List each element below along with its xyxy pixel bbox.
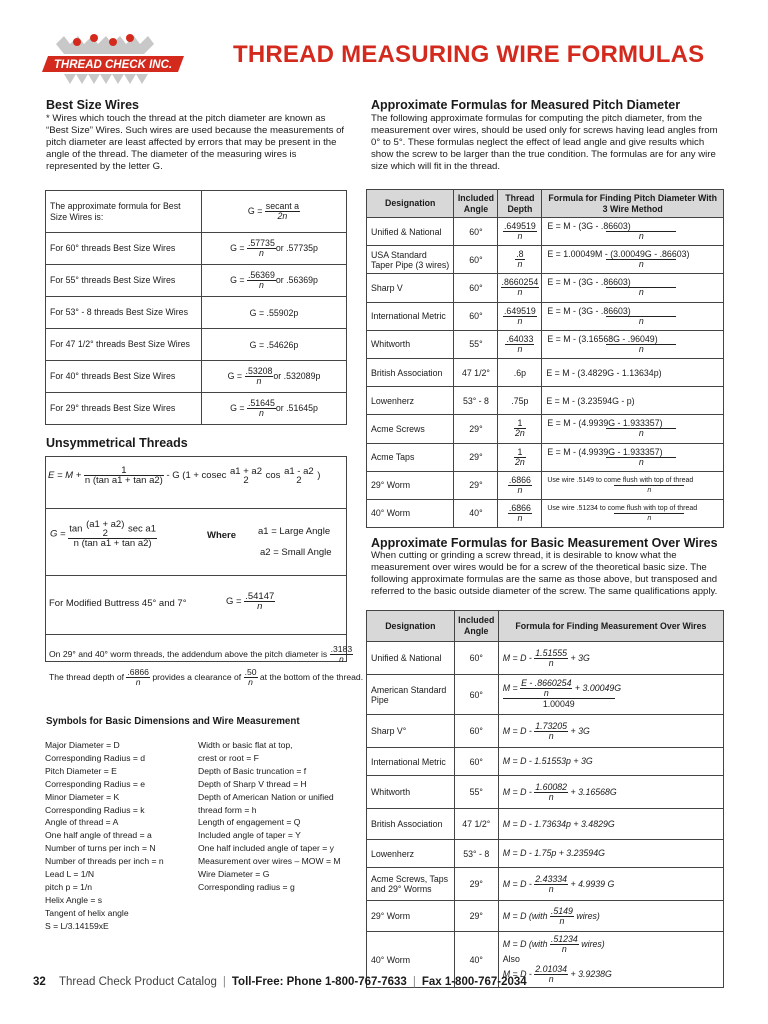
pitch-formula bbox=[542, 330, 724, 358]
pitch-formula bbox=[542, 415, 724, 443]
pitch-column-header: Included Angle bbox=[454, 190, 498, 218]
included-angle: 55° bbox=[454, 330, 498, 358]
thread-depth bbox=[498, 218, 542, 246]
designation: International Metric bbox=[367, 302, 454, 330]
best-size-formula: G = $\frac{.56369}{n}$ or .56369p bbox=[202, 265, 347, 297]
best-size-heading: Best Size Wires bbox=[46, 98, 139, 112]
best-size-formula: G = .54626p bbox=[202, 329, 347, 361]
pitch-row bbox=[367, 499, 724, 527]
basic-row bbox=[367, 675, 724, 715]
pitch-row bbox=[367, 302, 724, 330]
a2-label: a2 = Small Angle bbox=[260, 547, 332, 558]
fraction: $\frac{.56369}{n}$ bbox=[247, 270, 275, 290]
symbol-line: Depth of Basic truncation = f bbox=[198, 765, 307, 776]
thread-depth: .6p bbox=[498, 358, 542, 386]
pitch-column-header: Formula for Finding Pitch Diameter With 3 Wire Method bbox=[542, 190, 724, 218]
designation: Sharp V° bbox=[367, 715, 455, 748]
fraction: $\frac{.51645}{n}$ bbox=[247, 398, 275, 418]
pitch-diameter-heading: Approximate Formulas for Measured Pitch Diameter bbox=[371, 98, 681, 112]
fraction: $\frac{\text{secant a}}{2n}$ bbox=[265, 201, 300, 221]
basic-formula: M = D - 1.75p + 3.23594G bbox=[498, 840, 723, 868]
thread-depth bbox=[498, 471, 542, 499]
basic-formula: M = D - $\frac{2.43334}{n}$ + 4.9939 G bbox=[498, 868, 723, 901]
pitch-diameter-paragraph: The following approximate formulas for computing the pitch diameter, from the measurement over wires, should be used only for screws having lead angles from 0° to 5°. These formulas neglect the effect of lead angle and give results which show the screw to be larger than the true condition. The formulas are for any wire size which will fit in the thread. bbox=[371, 113, 718, 172]
pitch-header-row bbox=[367, 190, 724, 218]
symbol-line: Corresponding radius = g bbox=[198, 881, 295, 892]
pitch-row bbox=[367, 358, 724, 386]
pitch-formula bbox=[542, 471, 724, 499]
best-size-row bbox=[46, 233, 347, 265]
pitch-row bbox=[367, 218, 724, 246]
basic-row bbox=[367, 809, 724, 840]
included-angle: 53° - 8 bbox=[454, 387, 498, 415]
designation: 29° Worm bbox=[367, 901, 455, 932]
footer-fax: Fax 1-800-767-2034 bbox=[421, 976, 527, 988]
best-size-paragraph: * Wires which touch the thread at the pitch diameter are known as “Best Size” Wires. Such wires are used because the measurements of pitch diameter are least affected by errors that may be present in the angle of the thread. The diameter of the measuring wires is represented by the letter G. bbox=[46, 113, 345, 172]
included-angle: 60° bbox=[454, 715, 498, 748]
basic-measurement-paragraph: When cutting or grinding a screw thread, it is desirable to know what the measurement over wires would be for a screw of the theoretical basic size. The following approximate formulas are the same as those above, but transposed and referred to the basic outside diameter of the screw. The same qualifications apply. bbox=[371, 550, 718, 597]
pitch-formula: E = M - (3.23594G - p) bbox=[542, 387, 724, 415]
included-angle: 29° bbox=[454, 901, 498, 932]
footer-phone: Toll-Free: Phone 1-800-767-7633 bbox=[231, 976, 407, 988]
fraction: $\frac{1.73205}{n}$ bbox=[535, 720, 568, 741]
fraction: $\frac{\text{Use wire .51234 to come flush with top of thread}}{n}$ bbox=[547, 504, 698, 522]
symbol-line: crest or root = F bbox=[198, 752, 259, 763]
thread-depth bbox=[498, 246, 542, 274]
designation: Whitworth bbox=[367, 776, 455, 809]
basic-row bbox=[367, 748, 724, 776]
included-angle: 60° bbox=[454, 218, 498, 246]
fraction: $\frac{.5149}{n}$ bbox=[550, 905, 573, 926]
designation: American Standard Pipe bbox=[367, 675, 455, 715]
designation: Lowenherz bbox=[367, 387, 454, 415]
fraction: $\frac{.8660254}{n}$ bbox=[501, 277, 539, 298]
unsymmetrical-heading: Unsymmetrical Threads bbox=[46, 436, 188, 450]
basic-measurement-table bbox=[366, 610, 724, 988]
included-angle: 55° bbox=[454, 776, 498, 809]
included-angle: 60° bbox=[454, 748, 498, 776]
best-size-label: For 53° - 8 threads Best Size Wires bbox=[46, 297, 202, 329]
basic-formula: M = $\frac{E - .8660254}{n}$ + 3.00049G 1.00049 bbox=[498, 675, 723, 715]
symbol-line: Corresponding Radius = k bbox=[45, 804, 145, 815]
best-size-label: For 47 1/2° threads Best Size Wires bbox=[46, 329, 202, 361]
fraction: $\frac{\text{Use wire .5149 to come flush with top of thread}}{n}$ bbox=[547, 476, 694, 494]
fraction: $\frac{E = M - (3G - .86603)}{n}$ bbox=[546, 278, 676, 297]
basic-column-header: Designation bbox=[367, 611, 455, 642]
divider bbox=[45, 634, 347, 635]
best-size-row bbox=[46, 297, 347, 329]
designation: Acme Taps bbox=[367, 443, 454, 471]
thread-depth bbox=[498, 415, 542, 443]
designation: USA Standard Taper Pipe (3 wires) bbox=[367, 246, 454, 274]
pitch-row bbox=[367, 330, 724, 358]
symbol-line: Depth of American Nation or unified bbox=[198, 791, 334, 802]
fraction: $\frac{E - .8660254}{n}$ bbox=[521, 678, 572, 698]
symbol-line: Tangent of helix angle bbox=[45, 907, 129, 918]
fraction: $\frac{E = M - (3.16568G - .96049)}{n}$ bbox=[546, 335, 676, 354]
symbol-line: S = L/3.14159xE bbox=[45, 920, 109, 931]
fraction: $\frac{.51234}{n}$ bbox=[550, 934, 578, 954]
thread-depth bbox=[498, 443, 542, 471]
included-angle: 53° - 8 bbox=[454, 840, 498, 868]
footer: 32 Thread Check Product Catalog | Toll-Free: Phone 1-800-767-7633 | Fax 1-800-767-2034 bbox=[33, 976, 527, 988]
footer-catalog: Thread Check Product Catalog bbox=[59, 976, 217, 988]
included-angle: 29° bbox=[454, 443, 498, 471]
fraction: $\frac{1}{2n}$ bbox=[515, 418, 525, 439]
included-angle: 40° bbox=[454, 932, 498, 988]
worm-addendum: On 29° and 40° worm threads, the addendum above the pitch diameter is $\frac{.3183}{n}$ bbox=[49, 644, 353, 664]
designation: Lowenherz bbox=[367, 840, 455, 868]
symbol-line: Corresponding Radius = e bbox=[45, 778, 146, 789]
thread-depth bbox=[498, 330, 542, 358]
basic-row bbox=[367, 868, 724, 901]
divider bbox=[45, 508, 347, 509]
fraction: $\frac{1}{2n}$ bbox=[515, 446, 525, 467]
designation: Acme Screws bbox=[367, 415, 454, 443]
divider bbox=[45, 575, 347, 576]
best-size-formula: G = $\frac{.51645}{n}$ or .51645p bbox=[202, 393, 347, 425]
basic-column-header: Formula for Finding Measurement Over Wires bbox=[498, 611, 723, 642]
symbol-line: Helix Angle = s bbox=[45, 894, 103, 905]
unsymmetrical-box bbox=[45, 456, 347, 662]
fraction: $\frac{.6866}{n}$ bbox=[508, 502, 531, 523]
thread-depth: .75p bbox=[498, 387, 542, 415]
fraction: $\frac{1.51555}{n}$ bbox=[535, 647, 568, 668]
fraction: $\frac{E = 1.00049M - (3.00049G - .86603)}{n}$ bbox=[547, 249, 690, 270]
best-size-table bbox=[45, 190, 347, 425]
fraction: $\frac{.649519}{n}$ bbox=[503, 221, 536, 242]
fraction: $\frac{.649519}{n}$ bbox=[503, 305, 536, 326]
page-title: THREAD MEASURING WIRE FORMULAS bbox=[233, 41, 705, 68]
fraction: $\frac{E = M - (4.9939G - 1.933357)}{n}$ bbox=[546, 448, 676, 467]
thread-check-logo bbox=[34, 34, 194, 88]
included-angle: 47 1/2° bbox=[454, 809, 498, 840]
best-size-row bbox=[46, 191, 347, 233]
page-number: 32 bbox=[33, 976, 46, 988]
designation: Whitworth bbox=[367, 330, 454, 358]
designation: Acme Screws, Taps and 29° Worms bbox=[367, 868, 455, 901]
basic-formula: M = D (with $\frac{.5149}{n}$ wires) bbox=[498, 901, 723, 932]
included-angle: 29° bbox=[454, 868, 498, 901]
pitch-formula bbox=[542, 302, 724, 330]
pitch-column-header: Designation bbox=[367, 190, 454, 218]
designation: British Association bbox=[367, 358, 454, 386]
basic-formula: M = D - $\frac{1.60082}{n}$ + 3.16568G bbox=[498, 776, 723, 809]
included-angle: 60° bbox=[454, 246, 498, 274]
logo-text: THREAD CHECK INC. bbox=[53, 59, 173, 71]
designation: Unified & National bbox=[367, 218, 454, 246]
best-size-formula: G = $\frac{\text{secant a}}{2n}$ bbox=[202, 191, 347, 233]
thread-depth bbox=[498, 274, 542, 302]
best-size-label: For 40° threads Best Size Wires bbox=[46, 361, 202, 393]
basic-row bbox=[367, 901, 724, 932]
fraction: $\frac{.6866}{n}$ bbox=[508, 474, 531, 495]
included-angle: 60° bbox=[454, 302, 498, 330]
symbol-line: Angle of thread = A bbox=[45, 817, 119, 828]
fraction: $\frac{1.60082}{n}$ bbox=[535, 781, 568, 802]
pitch-diameter-table bbox=[366, 189, 724, 528]
fraction: $\frac{2.01034}{n}$ bbox=[535, 964, 568, 984]
symbol-line: Pitch Diameter = E bbox=[45, 765, 117, 776]
included-angle: 47 1/2° bbox=[454, 358, 498, 386]
basic-header-row bbox=[367, 611, 724, 642]
thread-depth-note: The thread depth of $\frac{.6866}{n}$ provides a clearance of $\frac{.50}{n}$ at the bottom of the thread. bbox=[49, 667, 364, 687]
included-angle: 29° bbox=[454, 471, 498, 499]
best-size-label: For 60° threads Best Size Wires bbox=[46, 233, 202, 265]
designation: Sharp V bbox=[367, 274, 454, 302]
included-angle: 60° bbox=[454, 675, 498, 715]
symbol-line: One half angle of thread = a bbox=[45, 830, 152, 841]
buttress-label: For Modified Buttress 45° and 7° bbox=[49, 598, 187, 609]
e-formula: E = M + $\frac{1}{\text{n (tan a1 + tan a2)}}$ - G (1 + cosec a1 + a2 2 cos a1 - a2 2 ) bbox=[48, 465, 321, 486]
included-angle: 60° bbox=[454, 642, 498, 675]
symbol-line: Minor Diameter = K bbox=[45, 791, 120, 802]
pitch-formula bbox=[542, 218, 724, 246]
best-size-formula: G = $\frac{.57735}{n}$ or .57735p bbox=[202, 233, 347, 265]
pitch-formula bbox=[542, 274, 724, 302]
fraction: $\frac{.53208}{n}$ bbox=[245, 366, 273, 386]
fraction: $\frac{.64033}{n}$ bbox=[506, 333, 534, 354]
where-label: Where bbox=[207, 530, 237, 541]
symbol-line: Length of engagement = Q bbox=[198, 817, 301, 828]
denominator: 1.00049 bbox=[503, 698, 615, 710]
basic-formula: M = D - $\frac{1.51555}{n}$ + 3G bbox=[498, 642, 723, 675]
included-angle: 29° bbox=[454, 415, 498, 443]
basic-measurement-heading: Approximate Formulas for Basic Measurement Over Wires bbox=[371, 536, 718, 550]
designation: 40° Worm bbox=[367, 499, 454, 527]
fraction: $\frac{E = M - (4.9939G - 1.933357)}{n}$ bbox=[546, 419, 676, 438]
basic-row bbox=[367, 840, 724, 868]
buttress-formula: G = $\frac{.54147}{n}$ bbox=[226, 591, 275, 612]
designation: British Association bbox=[367, 809, 455, 840]
symbol-line: thread form = h bbox=[198, 804, 257, 815]
designation: 29° Worm bbox=[367, 471, 454, 499]
designation: Unified & National bbox=[367, 642, 455, 675]
symbols-column-1 bbox=[45, 739, 195, 933]
best-size-row bbox=[46, 329, 347, 361]
basic-formula: M = D - $\frac{1.73205}{n}$ + 3G bbox=[498, 715, 723, 748]
symbol-line: Wire Diameter = G bbox=[198, 869, 270, 880]
basic-formula: M = D - 1.73634p + 3.4829G bbox=[498, 809, 723, 840]
pitch-row bbox=[367, 387, 724, 415]
fraction: $\frac{.8}{n}$ bbox=[516, 249, 524, 270]
fraction: $\frac{.57735}{n}$ bbox=[247, 238, 275, 258]
best-size-row bbox=[46, 265, 347, 297]
symbol-line: Lead L = 1/N bbox=[45, 869, 95, 880]
symbol-line: Number of turns per inch = N bbox=[45, 843, 156, 854]
pitch-formula bbox=[542, 443, 724, 471]
best-size-label: For 55° threads Best Size Wires bbox=[46, 265, 202, 297]
fraction: $\frac{E = M - (3G - .86603)}{n}$ bbox=[546, 307, 676, 326]
best-size-formula: G = $\frac{.53208}{n}$ or .532089p bbox=[202, 361, 347, 393]
symbol-line: Width or basic flat at top, bbox=[198, 740, 293, 750]
fraction: $\frac{2.43334}{n}$ bbox=[535, 873, 568, 894]
fraction: $\frac{E = M - (3G - .86603)}{n}$ bbox=[546, 222, 676, 241]
best-size-label: The approximate formula for Best Size Wires is: bbox=[46, 191, 202, 233]
best-size-formula: G = .55902p bbox=[202, 297, 347, 329]
best-size-row bbox=[46, 393, 347, 425]
designation: International Metric bbox=[367, 748, 455, 776]
basic-row bbox=[367, 776, 724, 809]
g-formula: G = tan (a1 + a2) 2 sec a1 n (tan a1 + tan a2) bbox=[50, 519, 157, 549]
thread-depth bbox=[498, 499, 542, 527]
included-angle: 40° bbox=[454, 499, 498, 527]
basic-formula: M = D - 1.51553p + 3G bbox=[498, 748, 723, 776]
pitch-row bbox=[367, 415, 724, 443]
designation: 40° Worm bbox=[367, 932, 455, 988]
pitch-column-header: Thread Depth bbox=[498, 190, 542, 218]
symbols-heading: Symbols for Basic Dimensions and Wire Measurement bbox=[46, 716, 300, 727]
thread-depth bbox=[498, 302, 542, 330]
symbol-line: Major Diameter = D bbox=[45, 740, 120, 750]
symbol-line: Corresponding Radius = d bbox=[45, 752, 146, 763]
pitch-formula bbox=[542, 246, 724, 274]
symbol-line: pitch p = 1/n bbox=[45, 881, 93, 892]
basic-column-header: Included Angle bbox=[454, 611, 498, 642]
pitch-row bbox=[367, 471, 724, 499]
pitch-formula bbox=[542, 499, 724, 527]
symbol-line: Number of threads per inch = n bbox=[45, 856, 164, 867]
best-size-row bbox=[46, 361, 347, 393]
symbols-column-2 bbox=[198, 739, 348, 894]
best-size-label: For 29° threads Best Size Wires bbox=[46, 393, 202, 425]
symbol-line: Measurement over wires – MOW = M bbox=[198, 856, 341, 867]
basic-row bbox=[367, 715, 724, 748]
pitch-row bbox=[367, 246, 724, 274]
pitch-formula: E = M - (3.4829G - 1.13634p) bbox=[542, 358, 724, 386]
pitch-row bbox=[367, 274, 724, 302]
symbol-line: Depth of Sharp V thread = H bbox=[198, 778, 307, 789]
basic-row bbox=[367, 642, 724, 675]
basic-formula: M = D (with $\frac{.51234}{n}$ wires) Also M = D - $\frac{2.01034}{n}$ + 3.9238G bbox=[498, 932, 723, 988]
pitch-row bbox=[367, 443, 724, 471]
symbol-line: One half included angle of taper = y bbox=[198, 843, 334, 854]
a1-label: a1 = Large Angle bbox=[258, 526, 331, 537]
included-angle: 60° bbox=[454, 274, 498, 302]
symbol-line: Included angle of taper = Y bbox=[198, 830, 301, 841]
